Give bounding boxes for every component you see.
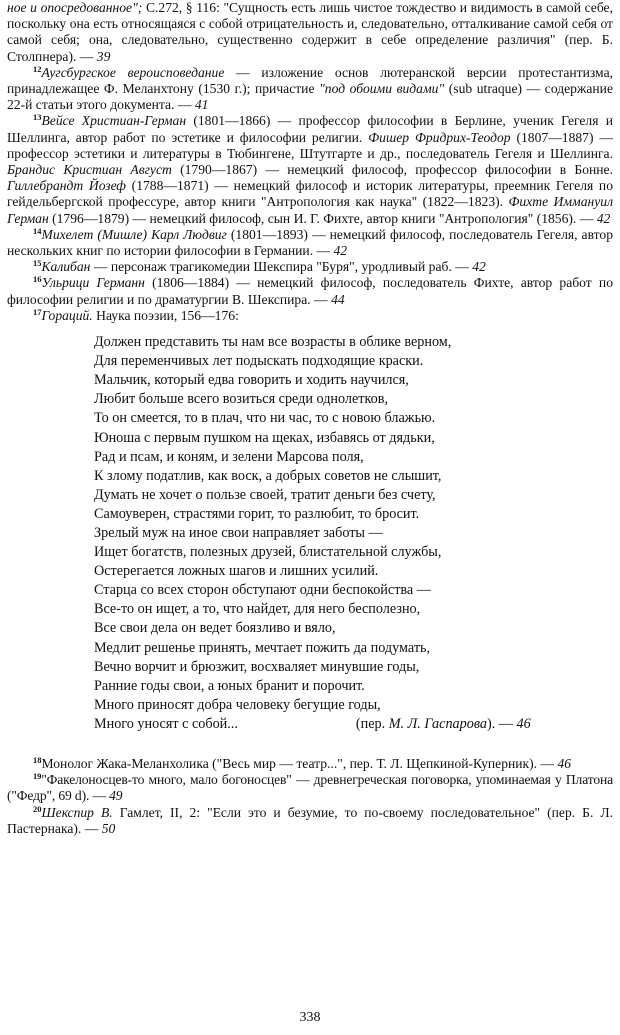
footnote-page-ref: 49 <box>109 788 123 804</box>
footnote-page-ref: 41 <box>194 97 209 113</box>
poem-line: Вечно ворчит и брюзжит, восхваляет минувшие годы, <box>94 658 420 675</box>
footnote-term: Михелет (Мишле) Карл Людвиг <box>41 226 227 242</box>
footnote-term: Гиллебрандт Йозеф <box>7 178 126 194</box>
footnote-number: 13 <box>33 112 42 123</box>
poem-line: Остерегается ложных шагов и лишних усилий. <box>94 563 379 580</box>
poem-line: Думать не хочет о пользе своей, тратит деньги без счету, <box>94 486 436 503</box>
footnote-text: "Факелоносцев-то много, мало богоносцев" — древнегреческая поговорка, упоминаемая у Платона ("Федр", 69 d). — <box>7 772 613 804</box>
poem-line: Ищет богатств, полезных друзей, блистательной службы, <box>94 544 442 561</box>
footnote-number: 16 <box>33 274 42 285</box>
footnote-text: (1801—1866) — профессор философии в Берлине, ученик Гегеля и Шеллинга, автор работ по эстетике и философии религии. <box>7 113 613 145</box>
poem-line: Все-то он ищет, а то, что найдет, для него бесполезно, <box>94 601 421 618</box>
poem-line: Медлит решенье принять, мечтает пожить да подумать, <box>94 639 431 656</box>
footnote-text: — персонаж трагикомедии Шекспира "Буря", уродливый раб. — <box>93 259 469 275</box>
book-page <box>7 0 614 1025</box>
footnote-term: "под обоими видами" <box>319 81 445 97</box>
footnote-number: 18 <box>33 755 42 766</box>
poem-line: Много приносят добра человеку бегущие годы, <box>94 696 381 713</box>
footnote-term: Ульрици Германн <box>41 275 145 291</box>
footnote-term: Фихте Иммануил Герман <box>7 194 613 226</box>
footnote-text: (1807—1887) — профессор эстетики и литературы в Тюбингене, Штутгарте и др., последователь Гегеля и Шеллинга. <box>7 129 614 161</box>
poem-line: Для переменчивых лет подыскать подходящие краски. <box>94 353 424 370</box>
footnote-text: (1806—1884) — немецкий философ, последователь Фихте, автор работ по философии религии и по драматургии В. Шекспира. — <box>7 275 613 307</box>
note-text: С.272, § 116: "Сущность есть лишь чистое тождество и видимость в самой себе, поскольку она есть относящаяся с собой отрицательность и, следовательно, отталкивание самой себя от самой себя; она, следовательно, существенно содержит в себе определение различия" (пер. Б. Столпнера). — <box>7 0 613 64</box>
footnote-14 <box>7 227 613 259</box>
footnote-page-ref: 46 <box>557 756 572 772</box>
poem-line: Самоуверен, страстями горит, то разлюбит, то бросит. <box>94 505 420 522</box>
poem-line: То он смеется, то в плач, что ни час, то с новою блажью. <box>94 410 436 427</box>
footnote-page-ref: 44 <box>331 291 345 307</box>
footnote-number: 17 <box>33 306 42 317</box>
spacer <box>7 734 613 756</box>
note-continuation <box>7 0 613 65</box>
footnote-term: Гораций. <box>41 307 93 323</box>
footnote-15 <box>7 259 613 275</box>
poem-line: Любит больше всего возиться среди однолетков, <box>94 391 388 408</box>
footnote-17 <box>7 308 613 324</box>
poem-line: Должен представить ты нам все возрасты в облике верном, <box>94 334 452 351</box>
poem-line: Юноша с первым пушком на щеках, избавясь от дядьки, <box>94 429 435 446</box>
footnote-page-ref: 50 <box>101 820 116 836</box>
note-lead: ное и опосредованное"; <box>7 0 143 15</box>
footnote-number: 19 <box>33 771 42 782</box>
page-number: 338 <box>299 1010 321 1025</box>
footnote-text: (sub utraque) — содержание 22-й статьи этого документа. — <box>7 81 613 113</box>
footnote-page-ref: 42 <box>333 243 348 259</box>
poem-line: Ранние годы свои, а юных бранит и порочит. <box>94 677 365 694</box>
credit-suffix: ). — <box>486 715 513 732</box>
footnote-13 <box>7 113 613 226</box>
footnote-16 <box>7 275 613 307</box>
footnote-text: (1788—1871) — немецкий философ и историк литературы, преемник Гегеля по гейдельбергской профессуре, автор книги "Антропология как наука" (1822—1823). <box>7 178 613 210</box>
poem-line: Много уносят с собой... <box>94 715 238 732</box>
poem-line: Старца со всех сторон обступают одни беспокойства — <box>94 582 431 599</box>
credit-prefix: (пер. <box>355 715 386 732</box>
poem-line: Все свои дела он ведет боязливо и вяло, <box>94 620 336 637</box>
poem-last-line <box>94 715 613 734</box>
footnote-number: 20 <box>33 803 42 814</box>
footnote-page-ref: 46 <box>516 715 531 732</box>
poem-line: К злому податлив, как воск, а добрых советов не слышит, <box>94 467 442 484</box>
poem-quote <box>94 333 613 734</box>
footnote-number: 12 <box>33 63 42 74</box>
footnote-term: Калибан <box>41 259 91 275</box>
footnote-term: Фишер Фридрих-Теодор <box>368 129 511 145</box>
footnote-text: (1790—1867) — немецкий философ, профессор философии в Бонне. <box>180 162 613 178</box>
footnote-text: — изложение основ лютеранской версии протестантизма, принадлежащее Ф. Меланхтону (1530 г.); причастие <box>7 64 614 97</box>
footnote-term: Шекспир В. <box>41 804 113 820</box>
translator-name: М. Л. Гаспарова <box>388 715 487 732</box>
footnote-19 <box>7 772 613 804</box>
footnote-page-ref: 42 <box>472 259 486 275</box>
footnote-text: Гамлет, II, 2: "Если это и безумие, то по-своему последовательное" (пер. Б. Л. Пастернака). — <box>7 804 613 836</box>
footnote-text: (1796—1879) — немецкий философ, сын И. Г. Фихте, автор книги "Антропология" (1856). — <box>52 210 594 226</box>
translation-credit <box>356 716 531 732</box>
footnote-20 <box>7 805 613 837</box>
footnote-12 <box>7 65 613 114</box>
footnote-text: Наука поэзии, 156—176: <box>96 307 239 323</box>
footnote-term: Аугсбургское вероисповедание <box>41 64 225 80</box>
footnote-text: (1801—1893) — немецкий философ, последователь Гегеля, автор нескольких книг по истории философии в Германии. — <box>7 226 614 259</box>
footnote-number: 15 <box>33 258 42 269</box>
footnote-18 <box>7 756 613 772</box>
footnote-term: Брандис Кристиан Август <box>7 162 172 178</box>
footnote-page-ref: 42 <box>596 210 611 226</box>
note-page-ref: 39 <box>96 48 111 64</box>
poem-line: Рад и псам, и коням, и зелени Марсова поля, <box>94 448 364 465</box>
poem-line: Мальчик, который едва говорить и ходить научился, <box>94 372 409 389</box>
footnote-term: Вейсе Христиан-Герман <box>41 113 187 129</box>
poem-line: Зрелый муж на иное свои направляет заботы — <box>94 525 383 541</box>
footnote-text: Монолог Жака-Меланхолика ("Весь мир — театр...", пер. Т. Л. Щепкиной-Куперник). — <box>41 756 555 772</box>
footnote-number: 14 <box>33 225 42 236</box>
